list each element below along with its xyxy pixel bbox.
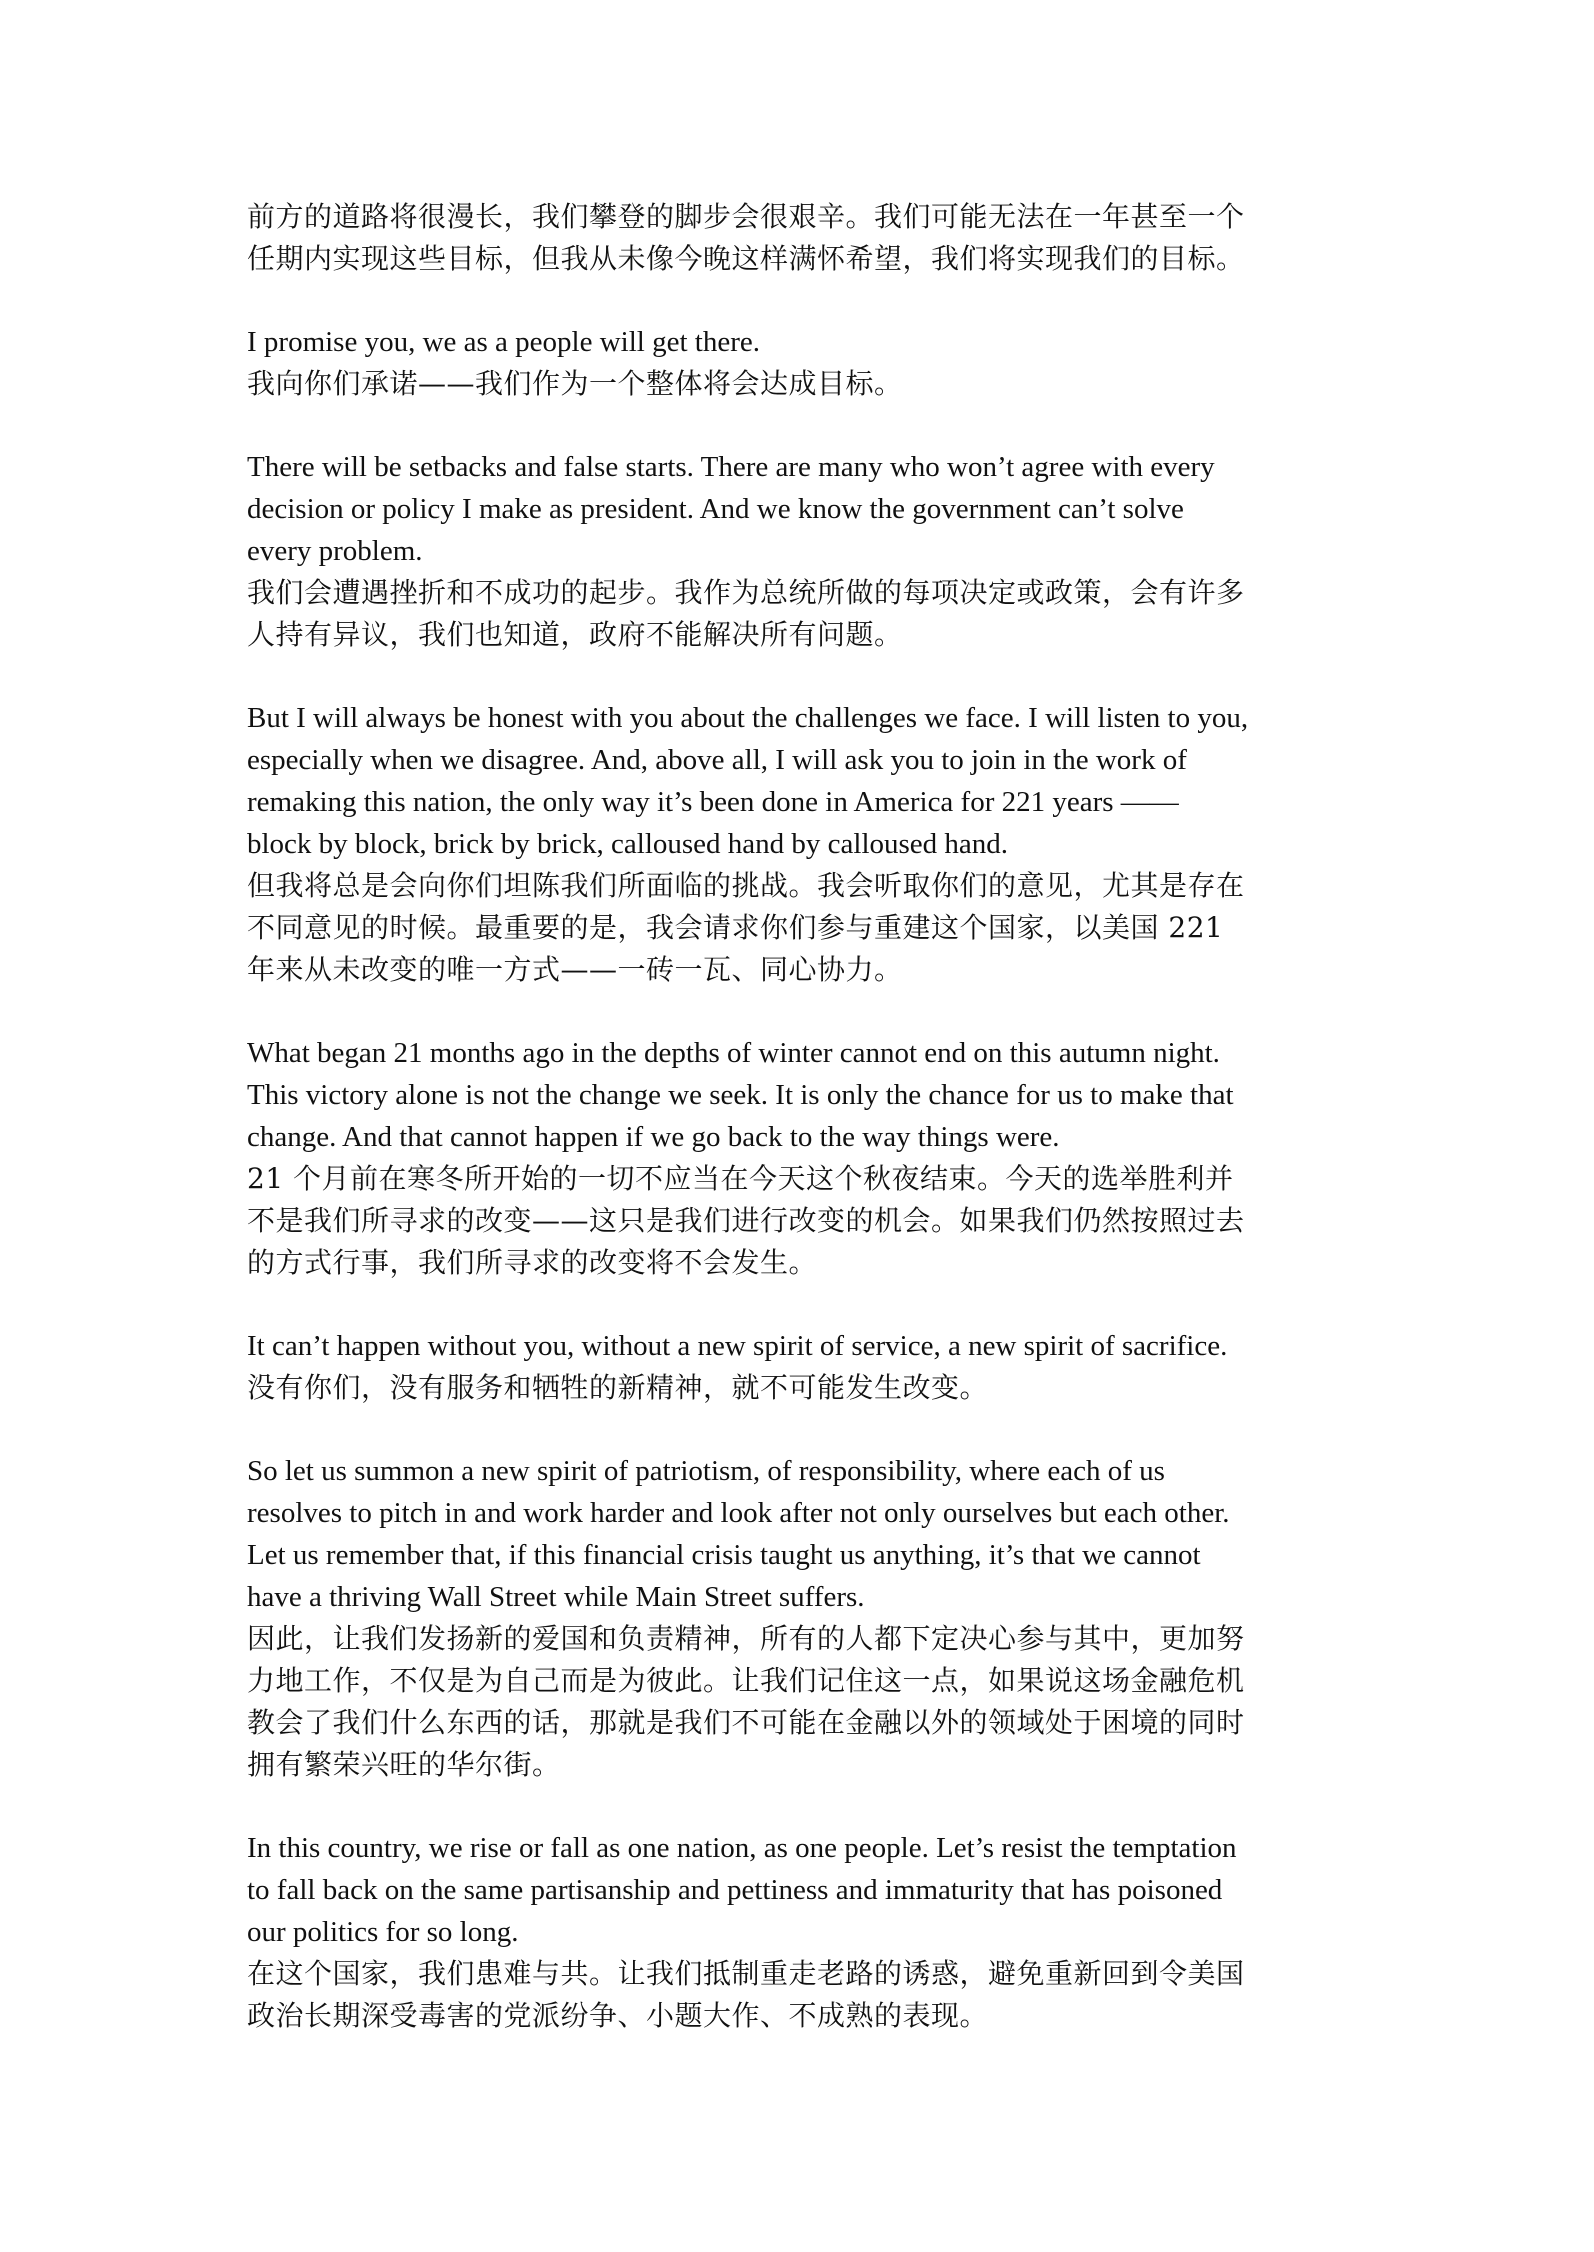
chinese-text-line: 没有你们，没有服务和牺牲的新精神，就不可能发生改变。	[247, 1371, 989, 1404]
paragraph-block	[247, 446, 1367, 656]
english-text-line: But I will always be honest with you about the challenges we face. I will listen to you,	[247, 702, 1249, 734]
chinese-text-line: 任期内实现这些目标，但我从未像今晚这样满怀希望，我们将实现我们的目标。	[247, 242, 1245, 275]
english-text-line: There will be setbacks and false starts. There are many who won’t agree with every	[247, 451, 1215, 483]
english-text-line: have a thriving Wall Street while Main Street suffers.	[247, 1581, 865, 1613]
english-text-line: block by block, brick by brick, calloused hand by calloused hand.	[247, 828, 1009, 860]
chinese-text-line: 拥有繁荣兴旺的华尔街。	[247, 1748, 561, 1781]
english-text-line: I promise you, we as a people will get there.	[247, 326, 760, 358]
chinese-text-line: 的方式行事，我们所寻求的改变将不会发生。	[247, 1246, 818, 1279]
english-text-line: It can’t happen without you, without a new spirit of service, a new spirit of sacrifice.	[247, 1330, 1228, 1362]
chinese-text-line: 但我将总是会向你们坦陈我们所面临的挑战。我会听取你们的意见，尤其是存在	[247, 869, 1245, 902]
paragraph-block	[247, 1450, 1367, 1786]
english-text-line: resolves to pitch in and work harder and look after not only ourselves but each other.	[247, 1497, 1230, 1529]
chinese-text-line: 我向你们承诺——我们作为一个整体将会达成目标。	[247, 367, 903, 400]
english-text-line: What began 21 months ago in the depths of winter cannot end on this autumn night.	[247, 1037, 1220, 1069]
chinese-text-line: 前方的道路将很漫长，我们攀登的脚步会很艰辛。我们可能无法在一年甚至一个	[247, 200, 1245, 233]
chinese-text-line: 我们会遭遇挫折和不成功的起步。我作为总统所做的每项决定或政策，会有许多	[247, 576, 1245, 609]
english-text-line: Let us remember that, if this financial crisis taught us anything, it’s that we cannot	[247, 1539, 1201, 1571]
english-text-line: This victory alone is not the change we seek. It is only the chance for us to make that	[247, 1079, 1234, 1111]
chinese-text-line: 因此，让我们发扬新的爱国和负责精神，所有的人都下定决心参与其中，更加努	[247, 1622, 1245, 1655]
paragraph-block	[247, 1827, 1367, 2037]
english-text-line: change. And that cannot happen if we go back to the way things were.	[247, 1121, 1060, 1153]
paragraph-block	[247, 321, 1367, 405]
english-text-line: especially when we disagree. And, above all, I will ask you to join in the work of	[247, 744, 1187, 776]
chinese-text-line: 人持有异议，我们也知道，政府不能解决所有问题。	[247, 618, 903, 651]
english-text-line: our politics for so long.	[247, 1916, 519, 1948]
chinese-text-line: 年来从未改变的唯一方式——一砖一瓦、同心协力。	[247, 953, 903, 986]
paragraph-block	[247, 1325, 1367, 1409]
paragraph-block	[247, 697, 1367, 991]
english-text-line: to fall back on the same partisanship and pettiness and immaturity that has poisoned	[247, 1874, 1223, 1906]
chinese-text-line: 不是我们所寻求的改变——这只是我们进行改变的机会。如果我们仍然按照过去	[247, 1204, 1245, 1237]
chinese-text-line: 力地工作，不仅是为自己而是为彼此。让我们记住这一点，如果说这场金融危机	[247, 1664, 1245, 1697]
chinese-text-line: 教会了我们什么东西的话，那就是我们不可能在金融以外的领域处于困境的同时	[247, 1706, 1245, 1739]
chinese-text-line: 在这个国家，我们患难与共。让我们抵制重走老路的诱惑，避免重新回到令美国	[247, 1957, 1245, 1990]
chinese-text-line: 21 个月前在寒冬所开始的一切不应当在今天这个秋夜结束。今天的选举胜利并	[247, 1162, 1234, 1195]
english-text-line: decision or policy I make as president. And we know the government can’t solve	[247, 493, 1184, 525]
english-text-line: In this country, we rise or fall as one nation, as one people. Let’s resist the temptation	[247, 1832, 1237, 1864]
english-text-line: every problem.	[247, 535, 423, 567]
paragraph-block	[247, 1032, 1367, 1284]
chinese-text-line: 不同意见的时候。最重要的是，我会请求你们参与重建这个国家，以美国 221	[247, 911, 1224, 944]
paragraph-block	[247, 196, 1367, 280]
english-text-line: remaking this nation, the only way it’s been done in America for 221 years ——	[247, 786, 1179, 818]
document-page	[247, 196, 1367, 2078]
english-text-line: So let us summon a new spirit of patriotism, of responsibility, where each of us	[247, 1455, 1165, 1487]
chinese-text-line: 政治长期深受毒害的党派纷争、小题大作、不成熟的表现。	[247, 1999, 989, 2032]
